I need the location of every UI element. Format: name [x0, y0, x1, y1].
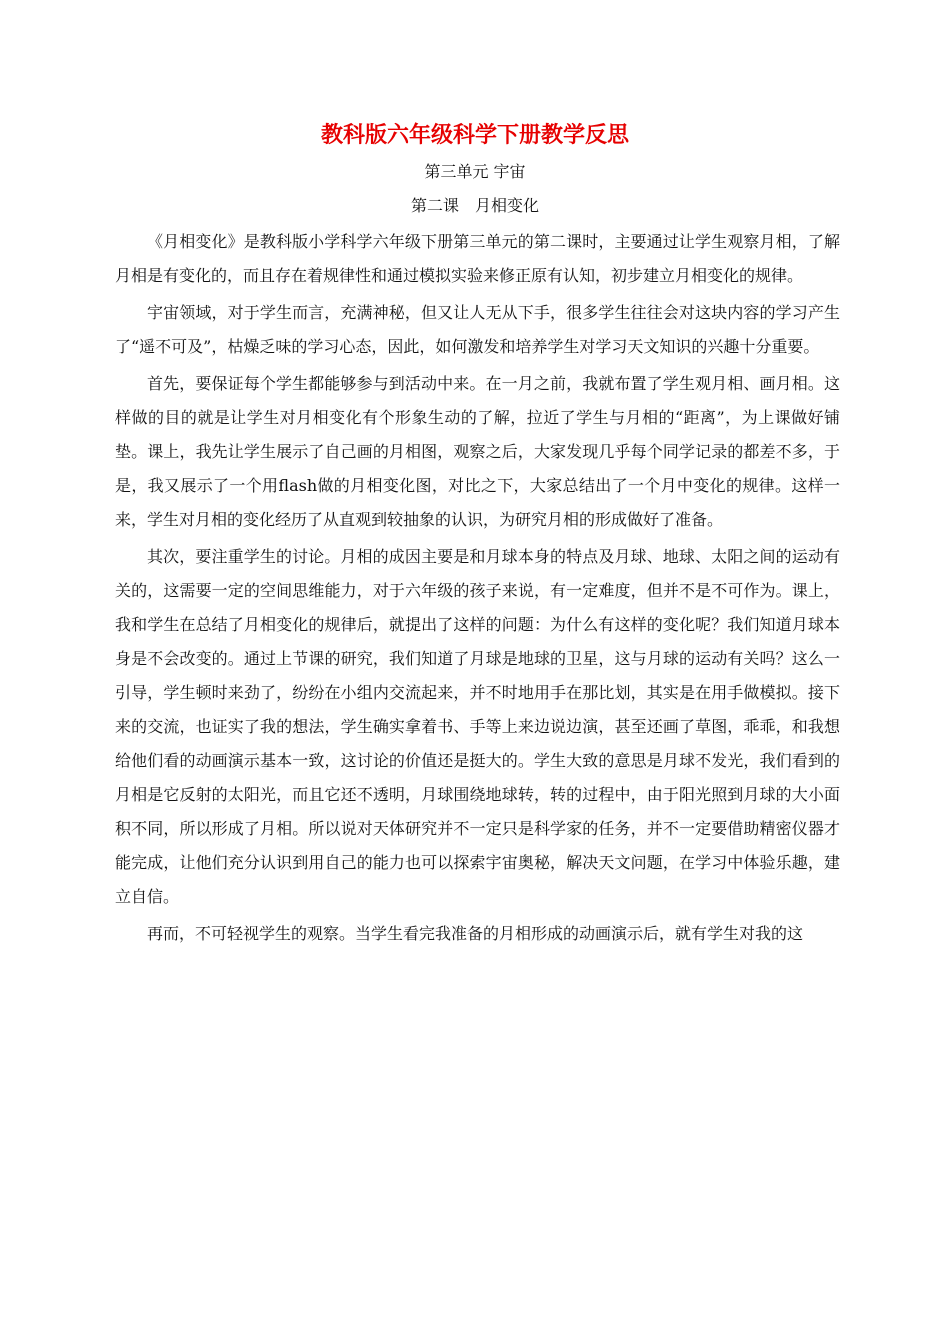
paragraph-universe: 宇宙领域，对于学生而言，充满神秘，但又让人无从下手，很多学生往往会对这块内容的学习产生了“遥不可及”，枯燥乏味的学习心态，因此，如何激发和培养学生对学习天文知识的兴趣十分重要。 — [115, 303, 840, 356]
paragraph-first: 首先，要保证每个学生都能够参与到活动中来。在一月之前，我就布置了学生观月相、画月相。这样做的目的就是让学生对月相变化有个形象生动的了解，拉近了学生与月相的“距离”，为上课做好铺垫。课上，我先让学生展示了自己画的月相图，观察之后，大家发现几乎每个同学记录的都差不多，于是，我又展示了一个用flash做的月相变化图，对比之下，大家总结出了一个月中变化的规律。这样一来，学生对月相的变化经历了从直观到较抽象的认识，为研究月相的形成做好了准备。 — [115, 374, 840, 529]
paragraph-second: 其次，要注重学生的讨论。月相的成因主要是和月球本身的特点及月球、地球、太阳之间的运动有关的，这需要一定的空间思维能力，对于六年级的孩子来说，有一定难度，但并不是不可作为。课上，我和学生在总结了月相变化的规律后，就提出了这样的问题：为什么有这样的变化呢？我们知道月球本身是不会改变的。通过上节课的研究，我们知道了月球是地球的卫星，这与月球的运动有关吗？这么一引导，学生顿时来劲了，纷纷在小组内交流起来，并不时地用手在那比划，其实是在用手做模拟。接下来的交流，也证实了我的想法，学生确实拿着书、手等上来边说边演，甚至还画了草图，乖乖，和我想给他们看的动画演示基本一致，这讨论的价值还是挺大的。学生大致的意思是月球不发光，我们看到的月相是它反射的太阳光，而且它还不透明，月球围绕地球转，转的过程中，由于阳光照到月球的大小面积不同，所以形成了月相。所以说对天体研究并不一定只是科学家的任务，并不一定要借助精密仪器才能完成，让他们充分认识到用自己的能力也可以探索宇宙奥秘，解决天文问题，在学习中体验乐趣，建立自信。 — [115, 547, 840, 906]
paragraph-intro: 《月相变化》是教科版小学科学六年级下册第三单元的第二课时，主要通过让学生观察月相，了解月相是有变化的，而且存在着规律性和通过模拟实验来修正原有认知，初步建立月相变化的规律。 — [115, 232, 840, 285]
lesson-heading: 第二课 月相变化 — [410, 196, 539, 215]
paragraph-third: 再而，不可轻视学生的观察。当学生看完我准备的月相形成的动画演示后，就有学生对我的这 — [147, 924, 804, 943]
document-body — [115, 225, 840, 954]
unit-heading: 第三单元 宇宙 — [424, 162, 526, 181]
document-title: 教科版六年级科学下册教学反思 — [320, 123, 629, 148]
